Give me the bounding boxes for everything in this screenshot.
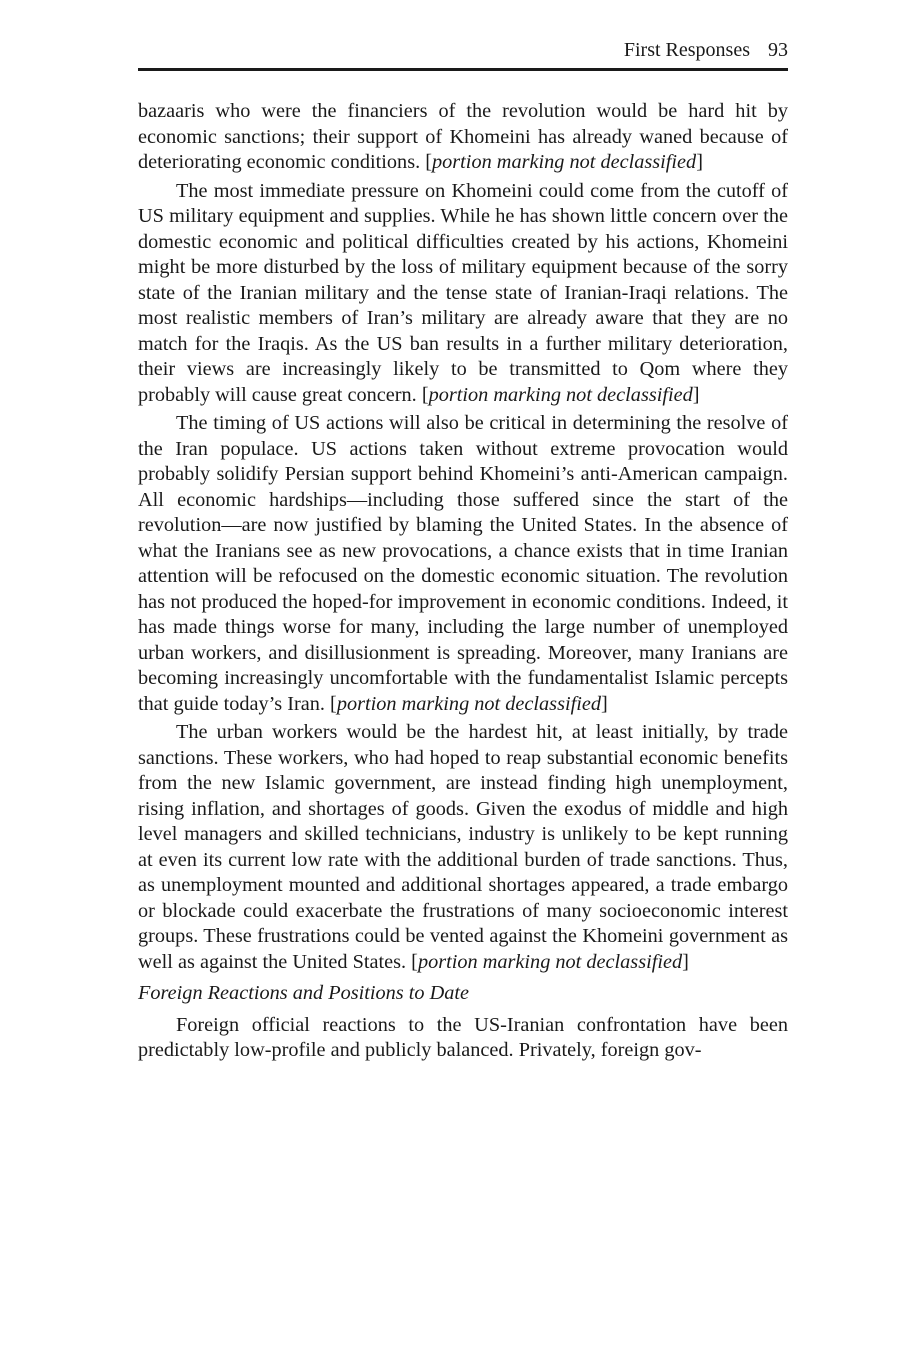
paragraph-3: The timing of US actions will also be critical in determining the resolve of the Iran populace. US actions taken without extreme provocation would probably solidify Persian support behind Khomeini’s anti-American campaign. All economic hardships—including those suffered since the start of the revolution—are now justified by blaming the United States. In the absence of what the Iranians see as new provocations, a chance exists that in time Iranian attention will be refocused on the domestic economic situation. The revolution has not produced the hoped-for improvement in economic conditions. Indeed, it has made things worse for many, including the large number of unemployed urban workers, and disillusionment is spreading. Moreover, many Iranians are becoming increasingly uncomfortable with the fundamentalist Islamic percepts that guide today’s Iran. [portion marking not declassified] xyxy=(138,412,788,715)
portion-marking: portion marking not declassified xyxy=(417,950,683,973)
paragraph-2: The most immediate pressure on Khomeini could come from the cutoff of US military equipment and supplies. While he has shown little concern over the domestic economic and political difficulties created by his actions, Khomeini might be more disturbed by the loss of military equipment because of the sorry state of the Iranian military and the tense state of Iranian-Iraqi relations. The most realistic members of Iran’s military are already aware that they are no match for the Iraqis. As the US ban results in a further military deterioration, their views are increasingly likely to be transmitted to Qom where they probably will cause great concern. [portion marking not declassified] xyxy=(138,179,788,406)
body-text xyxy=(138,99,788,1064)
running-title: First Responses xyxy=(623,39,750,61)
portion-marking: portion marking not declassified xyxy=(428,383,693,406)
paragraph-4: The urban workers would be the hardest hit, at least initially, by trade sanctions. These workers, who had hoped to reap substantial economic benefits from the new Islamic government, are instead finding high unemployment, rising inflation, and shortages of goods. Given the exodus of middle and high level managers and skilled technicians, industry is unlikely to be kept running at even its current low rate with the additional burden of trade sanctions. Thus, as unemployment mounted and additional shortages appeared, a trade embargo or blockade could exacerbate the frustrations of many socioeconomic interest groups. These frustrations could be vented against the Khomeini government as well as against the United States. [portion marking not declassified] xyxy=(138,721,788,973)
section-subheading: Foreign Reactions and Positions to Date xyxy=(138,982,470,1004)
paragraph-1: bazaaris who were the financiers of the revolution would be hard hit by economic sanctions; their support of Khomeini has already waned because of deteriorating economic conditions. [portion marking not declassified] xyxy=(138,100,788,173)
portion-marking: portion marking not declassified xyxy=(336,692,602,715)
portion-marking: portion marking not declassified xyxy=(432,151,697,173)
paragraph-5: Foreign official reactions to the US-Iranian confrontation have been predictably low-profile and publicly balanced. Privately, foreign gov- xyxy=(138,1013,788,1061)
running-head xyxy=(624,38,788,62)
page-number: 93 xyxy=(768,39,788,61)
header-rule xyxy=(138,68,788,71)
